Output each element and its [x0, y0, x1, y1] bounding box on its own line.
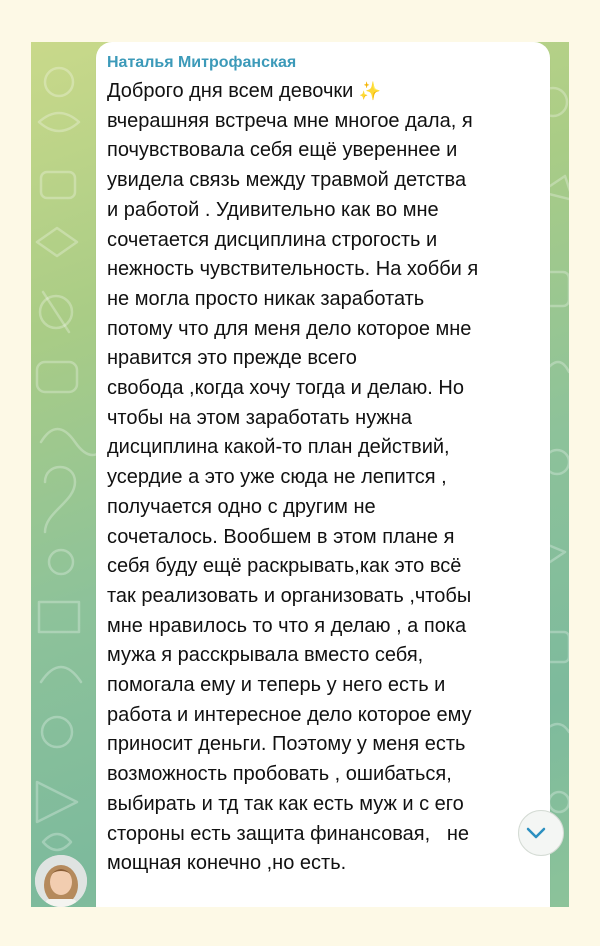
message-line: приносит деньги. Поэтому у меня есть [107, 733, 466, 756]
message-line: не могла просто никак заработать [107, 287, 425, 310]
message-line: сочеталось. Вообшем в этом плане я [107, 525, 455, 548]
message-line: дисциплина какой-то план действий, [107, 436, 450, 459]
message-line: мощная конечно ,но есть. [107, 852, 347, 875]
message-line: вчерашняя встреча мне многое дала, я [107, 109, 473, 132]
message-text [107, 77, 543, 879]
message-line: увидела связь между травмой детства [107, 169, 467, 192]
sparkles-emoji-icon: ✨ [358, 81, 382, 101]
message-line: свобода ,когда хочу тогда и делаю. Но [107, 377, 464, 400]
message-line: получается одно с другим не [107, 495, 376, 518]
message-line: себя буду ещё раскрывать,как это всё [107, 555, 462, 578]
message-line: работа и интересное дело которое ему [107, 703, 472, 726]
message-line: возможность пробовать , ошибаться, [107, 763, 452, 786]
message-line: нравится это прежде всего [107, 347, 357, 370]
chat-screen [31, 42, 569, 907]
message-line: усердие а это уже сюда не лепится , [107, 466, 447, 489]
scroll-down-button[interactable] [518, 810, 564, 856]
sender-name[interactable]: Наталья Митрофанская [107, 54, 297, 71]
message-line: мужа я расскрывала вместо себя, [107, 644, 424, 667]
message-bubble[interactable] [96, 42, 550, 907]
message-line: чтобы на этом заработать нужна [107, 406, 412, 429]
avatar-photo-icon [35, 855, 87, 907]
message-line: стороны есть защита финансовая, не [107, 822, 470, 845]
message-line: сочетается дисциплина строгость и [107, 228, 438, 251]
message-line: и работой . Удивительно как во мне [107, 198, 439, 221]
message-line: мне нравилось то что я делаю , а пока [107, 614, 467, 637]
message-line: почувствовала себя ещё увереннее и [107, 139, 458, 162]
message-line: помогала ему и теперь у него есть и [107, 674, 446, 697]
message-line: выбирать и тд так как есть муж и с его [107, 792, 464, 815]
message-line: потому что для меня дело которое мне [107, 317, 472, 340]
sender-avatar[interactable] [35, 855, 87, 907]
message-line: так реализовать и организовать ,чтобы [107, 584, 472, 607]
chevron-down-icon [525, 821, 547, 843]
message-line: Доброго дня всем девочки ✨ [107, 80, 382, 102]
message-line: нежность чувствительность. На хобби я [107, 258, 479, 281]
